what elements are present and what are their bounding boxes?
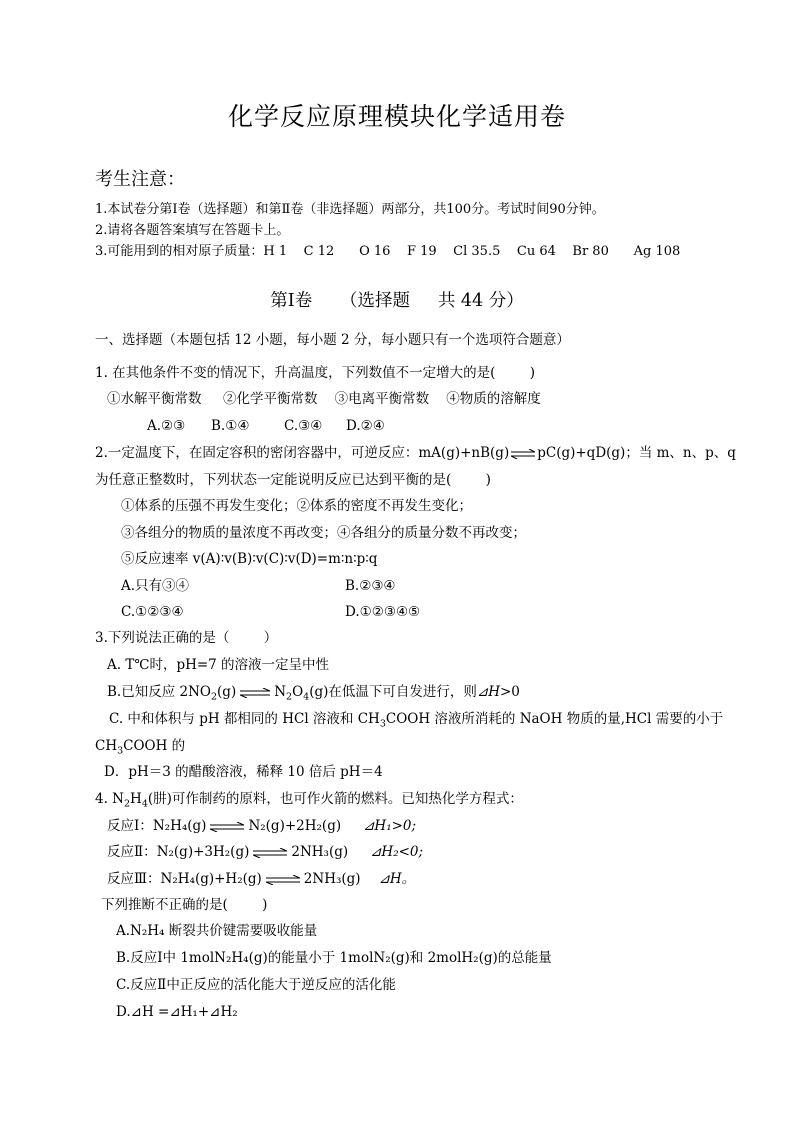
q3-optb-dh: ⊿H bbox=[476, 684, 500, 700]
q2-stem-part1: 2.一定温度下，在固定容积的密闭容器中，可逆反应：mA(g)+nB(g) bbox=[95, 445, 510, 461]
q3-optc-text-2: COOH 溶液所消耗的 NaOH 物质的量,HCl 需要的小于 bbox=[385, 711, 724, 727]
q4-r3-right: 2NH₃(g) bbox=[303, 871, 361, 887]
section-instructions: 一、选择题（本题包括 12 小题，每小题 2 分，每小题只有一个选项符合题意） bbox=[95, 332, 570, 348]
q2-item-2: ③各组分的物质的量浓度不再改变；④各组分的质量分数不再改变； bbox=[121, 525, 526, 541]
q4-option-c: C.反应Ⅱ中正反应的活化能大于逆反应的活化能 bbox=[116, 977, 396, 993]
q4-reaction-2 bbox=[107, 843, 423, 861]
q3-option-c-line2 bbox=[95, 737, 185, 755]
q3-optb-text-2: (g) bbox=[217, 684, 237, 700]
notice-item-3: 3.可能用到的相对原子质量：H 1 C 12 O 16 F 19 Cl 35.5 Cu 64 Br 80 Ag 108 bbox=[95, 244, 681, 259]
q3-optb-text-4: O bbox=[292, 684, 304, 700]
reversible-arrow-icon bbox=[266, 875, 300, 885]
q3-optb-text-6: >0 bbox=[499, 684, 520, 700]
q2-option-a: A.只有③④ bbox=[121, 578, 190, 594]
q3-stem: 3.下列说法正确的是（ ） bbox=[95, 630, 278, 646]
q3-optb-sub-2: 2 bbox=[286, 691, 293, 703]
q1-stem: 1. 在其他条件不变的情况下，升高温度，下列数值不一定增大的是( ) bbox=[95, 365, 536, 381]
q2-item-3: ⑤反应速率 v(A)∶v(B)∶v(C)∶v(D)=m∶n∶p∶q bbox=[121, 551, 378, 567]
q3-optc-sub-2: 3 bbox=[117, 745, 124, 757]
q4-r2-left: N₂(g)+3H₂(g) bbox=[156, 844, 250, 860]
q1-option-b: B.①④ bbox=[211, 418, 250, 434]
q3-option-d: D．pH＝3 的醋酸溶液，稀释 10 倍后 pH＝4 bbox=[104, 764, 383, 780]
q2-item-1: ①体系的压强不再发生变化；②体系的密度不再发生变化； bbox=[121, 498, 472, 514]
q4-reaction-3 bbox=[107, 870, 415, 888]
q4-option-d: D.⊿H =⊿H₁+⊿H₂ bbox=[116, 1004, 238, 1020]
q4-r2-dh: ⊿H₂<0; bbox=[370, 844, 424, 860]
q4-option-a: A.N₂H₄ 断裂共价键需要吸收能量 bbox=[116, 923, 318, 939]
q1-items: ①水解平衡常数 ②化学平衡常数 ③电离平衡常数 ④物质的溶解度 bbox=[107, 391, 541, 407]
reversible-arrow-icon bbox=[240, 688, 270, 698]
q4-stem-text-3: (肼)可作制药的原料，也可作火箭的燃料。已知热化学方程式： bbox=[147, 791, 523, 807]
q2-option-b: B.②③④ bbox=[345, 578, 396, 594]
q4-reaction-1 bbox=[107, 817, 416, 835]
q4-question: 下列推断不正确的是( ) bbox=[101, 897, 268, 913]
section-heading: 第Ⅰ卷 （选择题 共 44 分） bbox=[270, 291, 524, 311]
q3-optc-text-3: CH bbox=[95, 738, 118, 754]
q2-stem-line1 bbox=[95, 444, 736, 462]
q4-r1-label: 反应Ⅰ： bbox=[107, 818, 153, 834]
q4-stem-text-2: H bbox=[130, 791, 142, 807]
q4-r3-label: 反应Ⅲ： bbox=[107, 871, 161, 887]
q3-optc-text-1: C. 中和体积与 pH 都相同的 HCl 溶液和 CH bbox=[109, 711, 380, 727]
q3-option-c-line1 bbox=[109, 710, 723, 728]
q3-optb-sub-1: 2 bbox=[210, 691, 218, 703]
q2-option-d: D.①②③④⑤ bbox=[345, 604, 421, 620]
q1-option-a: A.②③ bbox=[147, 418, 186, 434]
q3-option-b bbox=[107, 683, 520, 701]
q2-stem-part2: pC(g)+qD(g)；当 m、n、p、q bbox=[537, 445, 736, 461]
q1-option-c: C.③④ bbox=[284, 418, 323, 434]
q3-optb-text-3: N bbox=[274, 684, 287, 700]
reversible-arrow-icon bbox=[511, 449, 535, 459]
q2-stem-line2: 为任意正整数时，下列状态一定能说明反应已达到平衡的是( ) bbox=[95, 472, 491, 488]
q4-r2-label: 反应Ⅱ： bbox=[107, 844, 157, 860]
q3-option-a: A. T℃时，pH=7 的溶液一定呈中性 bbox=[107, 657, 330, 673]
page-title: 化学反应原理模块化学适用卷 bbox=[227, 102, 566, 131]
notice-item-1: 1.本试卷分第Ⅰ卷（选择题）和第Ⅱ卷（非选择题）两部分，共100分。考试时间90分钟。 bbox=[95, 202, 605, 217]
q4-stem-sub-1: 2 bbox=[123, 798, 131, 810]
q4-stem-sub-2: 4 bbox=[141, 798, 148, 810]
q4-option-b: B.反应Ⅰ中 1molN₂H₄(g)的能量小于 1molN₂(g)和 2molH₂(g)的总能量 bbox=[116, 950, 552, 966]
notice-heading: 考生注意： bbox=[95, 169, 185, 190]
q3-optc-sub-1: 3 bbox=[379, 718, 386, 730]
q4-stem-text-1: 4. N bbox=[95, 791, 124, 807]
reversible-arrow-icon bbox=[210, 822, 244, 832]
q2-option-c: C.①②③④ bbox=[121, 604, 184, 620]
q4-r1-dh: ⊿H₁>0; bbox=[363, 818, 417, 834]
q1-option-d: D.②④ bbox=[346, 418, 385, 434]
q4-r3-dh: ⊿H。 bbox=[378, 871, 416, 887]
q3-optc-text-4: COOH 的 bbox=[123, 738, 186, 754]
q4-stem bbox=[95, 790, 523, 808]
reversible-arrow-icon bbox=[253, 848, 287, 858]
q4-r1-left: N₂H₄(g) bbox=[152, 818, 207, 834]
q4-r3-left: N₂H₄(g)+H₂(g) bbox=[160, 871, 262, 887]
q4-r2-right: 2NH₃(g) bbox=[291, 844, 349, 860]
notice-item-2: 2.请将各题答案填写在答题卡上。 bbox=[95, 223, 290, 238]
q3-optb-text-1: B.已知反应 2NO bbox=[107, 684, 211, 700]
q4-r1-right: N₂(g)+2H₂(g) bbox=[248, 818, 342, 834]
q3-optb-sub-3: 4 bbox=[303, 691, 310, 703]
q3-optb-text-5: (g)在低温下可自发进行，则 bbox=[309, 684, 477, 700]
